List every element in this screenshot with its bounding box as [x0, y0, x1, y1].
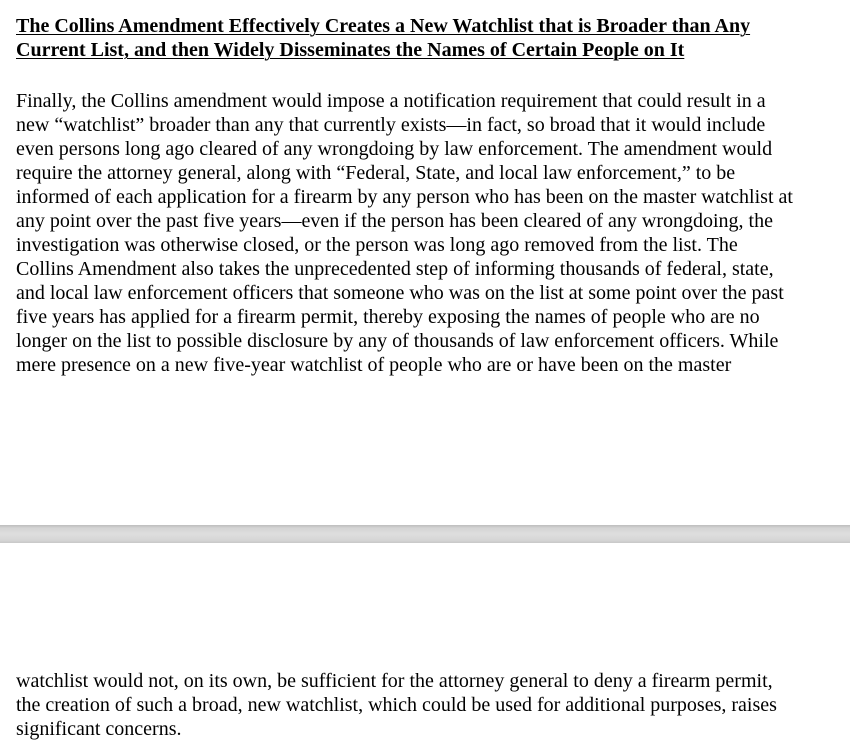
paragraph-line: the creation of such a broad, new watchlist, which could be used for additional purposes, raises — [16, 694, 777, 716]
paragraph-line: even persons long ago cleared of any wrongdoing by law enforcement. The amendment would — [16, 138, 773, 160]
paragraph-line: significant concerns. — [16, 718, 182, 740]
paragraph-line: new “watchlist” broader than any that currently exists—in fact, so broad that it would include — [16, 114, 766, 136]
paragraph-line: Finally, the Collins amendment would impose a notification requirement that could result in a — [16, 90, 766, 112]
page-break-separator — [0, 525, 850, 543]
paragraph-line: longer on the list to possible disclosure by any of thousands of law enforcement officers. While — [16, 330, 779, 352]
paragraph-line: mere presence on a new five-year watchlist of people who are or have been on the master — [16, 354, 732, 376]
body-paragraph — [16, 89, 793, 377]
paragraph-line: investigation was otherwise closed, or the person was long ago removed from the list. The — [16, 234, 738, 256]
heading-line: Current List, and then Widely Disseminates the Names of Certain People on It — [16, 39, 685, 61]
paragraph-line: watchlist would not, on its own, be sufficient for the attorney general to deny a firearm permit, — [16, 670, 773, 692]
paragraph-line: any point over the past five years—even if the person has been cleared of any wrongdoing, the — [16, 210, 773, 232]
heading-line: The Collins Amendment Effectively Creates a New Watchlist that is Broader than Any — [16, 15, 751, 37]
paragraph-line: five years has applied for a firearm permit, thereby exposing the names of people who are no — [16, 306, 760, 328]
document-page-2 — [0, 543, 850, 753]
paragraph-line: Collins Amendment also takes the unprecedented step of informing thousands of federal, state, — [16, 258, 774, 280]
paragraph-line: require the attorney general, along with “Federal, State, and local law enforcement,” to be — [16, 162, 736, 184]
paragraph-line: and local law enforcement officers that someone who was on the list at some point over the past — [16, 282, 784, 304]
body-paragraph-continued — [16, 669, 777, 741]
paragraph-line: informed of each application for a firearm by any person who has been on the master watchlist at — [16, 186, 793, 208]
section-heading — [16, 14, 816, 62]
